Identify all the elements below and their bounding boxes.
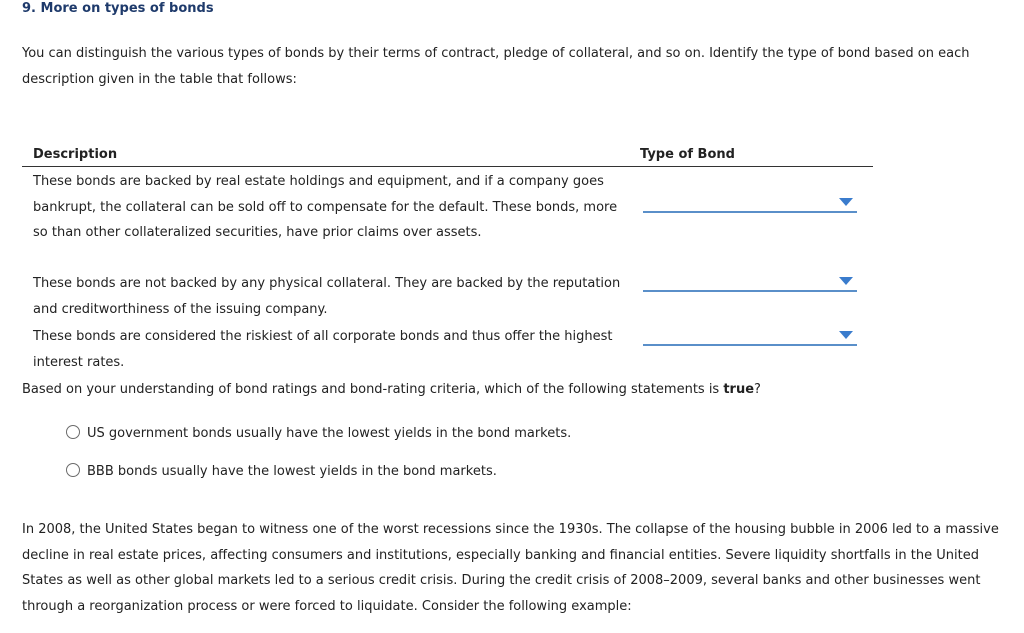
bond-type-dropdown-3[interactable] [643,322,857,346]
answer-option-2[interactable] [66,462,497,482]
question-text: Based on your understanding of bond ratings and bond-rating criteria, which of the following statements is [22,382,724,397]
option-label: US government bonds usually have the lowest yields in the bond markets. [87,426,572,441]
table-header [22,143,873,167]
row-description: These bonds are considered the riskiest of all corporate bonds and thus offer the highest interest rates. [33,329,613,370]
row-description: These bonds are not backed by any physical collateral. They are backed by the reputation and creditworthiness of the issuing company. [33,276,621,317]
intro-text: You can distinguish the various types of bonds by their terms of contract, pledge of collateral, and so on. Identify the type of bond based on each description given in the table that follows: [22,46,970,87]
bond-type-dropdown-1[interactable] [643,189,857,213]
question-prompt [22,380,761,400]
bond-type-dropdown-2[interactable] [643,268,857,292]
row-description: These bonds are backed by real estate holdings and equipment, and if a company goes bankrupt, the collateral can be sold off to compensate for the default. These bonds, more so than other collateralized securities, have prior claims over assets. [33,174,618,240]
radio-circle-icon[interactable] [66,463,80,477]
option-label: BBB bonds usually have the lowest yields in the bond markets. [87,464,497,479]
triangle-down-icon [839,331,853,339]
radio-circle-icon[interactable] [66,425,80,439]
triangle-down-icon [839,277,853,285]
question-suffix: ? [754,382,761,397]
context-passage: In 2008, the United States began to witness one of the worst recessions since the 1930s. The collapse of the housing bubble in 2006 led to a massive decline in real estate prices, affecting consumers and institutions, especially banking and financial entities. Severe liquidity shortfalls in the United States as well as other global markets led to a serious credit crisis. During the credit crisis of 2008–2009, several banks and other businesses went through a reorganization process or were forced to liquidate. Consider the following example: [22,522,999,614]
answer-option-1[interactable] [66,424,571,444]
question-title: 9. More on types of bonds [22,1,214,16]
question-emphasis: true [723,382,755,397]
triangle-down-icon [839,198,853,206]
column-header-description: Description [33,147,118,162]
bond-type-table [22,143,873,370]
column-header-type: Type of Bond [640,147,735,162]
